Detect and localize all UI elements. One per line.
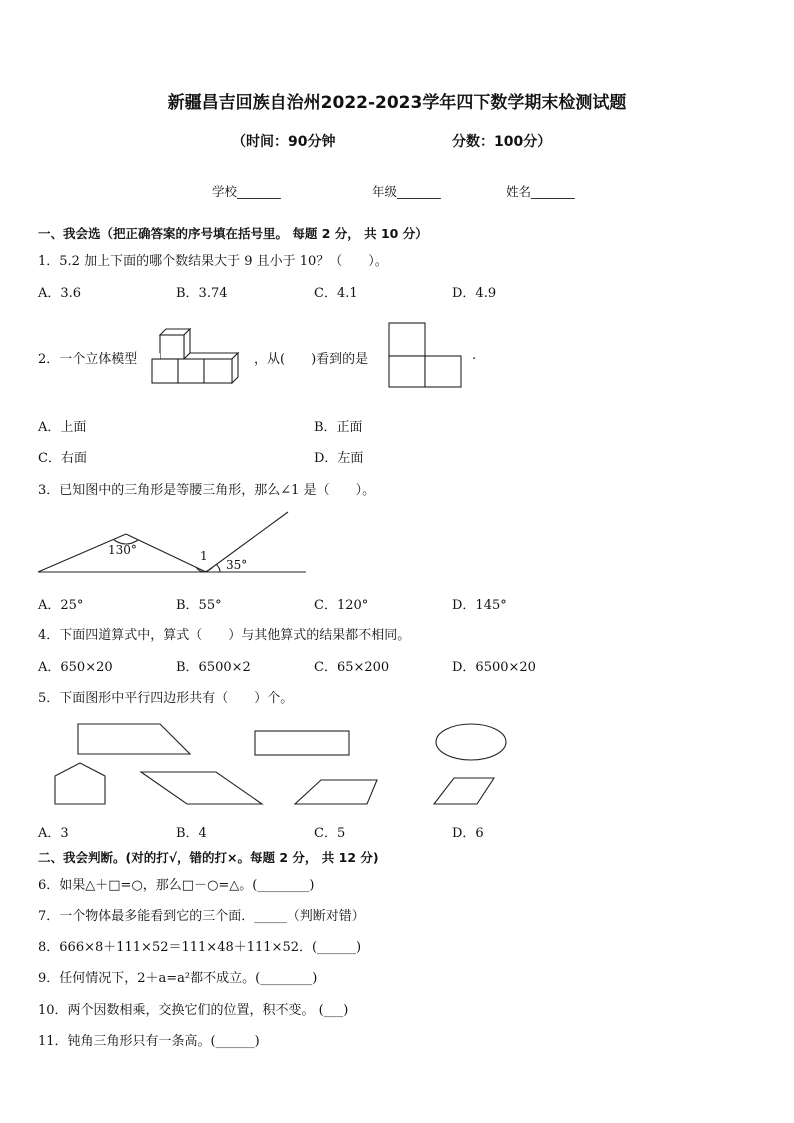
q4-option-c: C．65×200 (314, 660, 390, 675)
parallelogram-shape-1 (141, 772, 262, 804)
angle-35-label: 35° (226, 558, 248, 572)
name-field: 姓名_______ (506, 184, 575, 199)
rhombus-shape (434, 778, 494, 804)
view-shape-figure (388, 322, 464, 388)
question-11: 11．钝角三角形只有一条高。(______) (38, 1034, 260, 1049)
q2-option-d: D．左面 (314, 451, 364, 466)
q5-option-c: C．5 (314, 826, 346, 841)
q1-option-b: B．3.74 (176, 286, 228, 301)
q5-option-b: B．4 (176, 826, 207, 841)
q5-option-a: A．3 (38, 826, 69, 841)
q5-option-d: D．6 (452, 826, 484, 841)
cube-model-figure (150, 322, 246, 392)
q4-option-a: A．650×20 (38, 660, 113, 675)
section-heading-choice: 一、我会选（把正确答案的序号填在括号里。 每题 2 分， 共 10 分） (38, 226, 428, 241)
q3-option-d: D．145° (452, 598, 507, 613)
exam-score: 分数：100分） (452, 134, 552, 150)
trapezoid-shape (78, 724, 190, 754)
q2-option-b: B．正面 (314, 420, 363, 435)
question-8: 8．666×8＋111×52＝111×48＋111×52．(______) (38, 940, 362, 955)
q1-option-c: C．4.1 (314, 286, 358, 301)
q2-option-c: C．右面 (38, 451, 87, 466)
question-9: 9．任何情况下，2＋a=a²都不成立。(________) (38, 971, 318, 986)
page-title: 新疆昌吉回族自治州2022-2023学年四下数学期末检测试题 (167, 93, 627, 113)
parallelogram-shape-2 (295, 780, 377, 804)
angle-130-label: 130° (108, 543, 137, 557)
section-heading-judge: 二、我会判断。(对的打√，错的打×。每题 2 分， 共 12 分) (38, 850, 379, 865)
q1-option-a: A．3.6 (38, 286, 82, 301)
rectangle-shape (255, 731, 349, 755)
question-2-prefix: 2．一个立体模型 (38, 352, 138, 367)
q4-option-d: D．6500×20 (452, 660, 536, 675)
pentagon-shape (55, 763, 105, 804)
shapes-figure (50, 720, 520, 810)
question-2-middle: ，从( )看到的是 (254, 352, 369, 367)
question-10: 10．两个因数相乘，交换它们的位置，积不变。 (___) (38, 1003, 349, 1018)
angle-1-label: 1 (200, 549, 208, 563)
q3-option-a: A．25° (38, 598, 84, 613)
q1-option-d: D．4.9 (452, 286, 497, 301)
q2-option-a: A．上面 (38, 420, 87, 435)
question-1: 1．5.2 加上下面的哪个数结果大于 9 且小于 10？（ ）。 (38, 254, 388, 269)
question-7: 7．一个物体最多能看到它的三个面．_____（判断对错） (38, 909, 365, 924)
question-4: 4．下面四道算式中，算式（ ）与其他算式的结果都不相同。 (38, 628, 411, 643)
triangle-angle-figure (36, 508, 310, 578)
exam-time: （时间：90分钟 (232, 134, 336, 150)
question-2-suffix: . (472, 348, 477, 363)
question-6: 6．如果△＋□=○，那么□－○=△。(________) (38, 878, 315, 893)
question-3: 3．已知图中的三角形是等腰三角形，那么∠1 是（ ）。 (38, 483, 376, 498)
school-field: 学校_______ (212, 184, 281, 199)
ellipse-shape (436, 724, 506, 760)
q4-option-b: B．6500×2 (176, 660, 251, 675)
q3-option-b: B．55° (176, 598, 222, 613)
grade-field: 年级_______ (372, 184, 441, 199)
question-5: 5．下面图形中平行四边形共有（ ）个。 (38, 691, 294, 706)
q3-option-c: C．120° (314, 598, 369, 613)
